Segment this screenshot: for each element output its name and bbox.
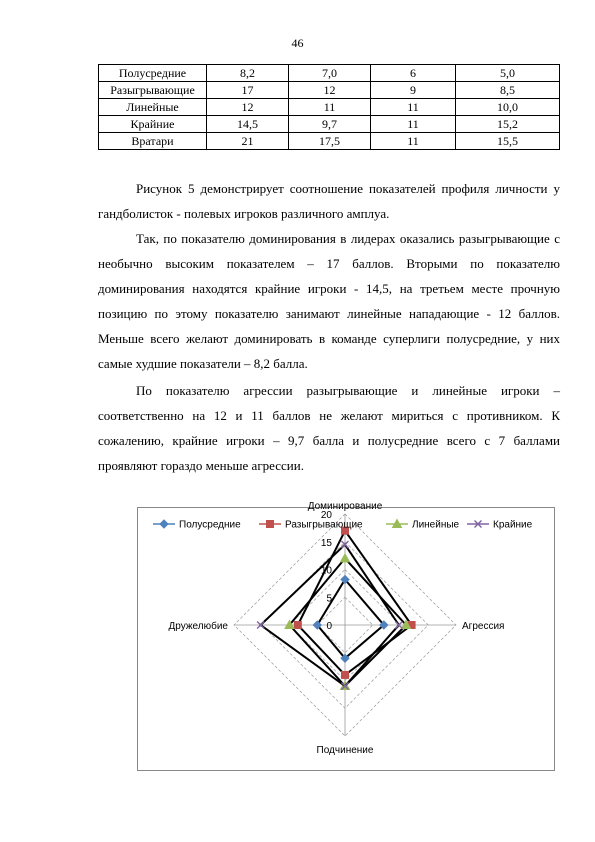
value-cell: 11 [371,133,456,150]
row-label-cell: Линейные [99,99,207,116]
value-cell: 8,2 [207,65,289,82]
legend-marker [160,520,168,528]
table-row [99,133,560,150]
value-cell: 17 [207,82,289,99]
table-row [99,99,560,116]
radar-data-point [294,622,301,629]
paragraph-dominance [98,226,560,376]
results-table [98,64,560,150]
row-label-cell: Вратари [99,133,207,150]
value-cell: 5,0 [456,65,560,82]
value-cell: 11 [371,116,456,133]
table-row [99,82,560,99]
value-cell: 15,2 [456,116,560,133]
value-cell: 7,0 [289,65,371,82]
value-cell: 17,5 [289,133,371,150]
value-cell: 8,5 [456,82,560,99]
value-cell: 9,7 [289,116,371,133]
value-cell: 21 [207,133,289,150]
legend-label: Разыгрывающие [285,519,363,531]
value-cell: 15,5 [456,133,560,150]
radar-axis-label: Агрессия [462,621,505,632]
legend-label: Линейные [412,519,460,531]
value-cell: 12 [289,82,371,99]
value-cell: 10,0 [456,99,560,116]
value-cell: 6 [371,65,456,82]
radar-axis-label: Подчинение [316,745,374,756]
radar-axis-label: Доминирование [307,501,383,512]
radar-tick-label: 20 [320,510,332,521]
row-label-cell: Крайние [99,116,207,133]
legend-label: Крайние [493,519,533,531]
paragraph-text: Рисунок 5 демонстрирует соотношение показателей профиля личности у гандболисток - полевых игроков различного амплуа. [98,181,560,221]
paragraph-text: Так, по показателю доминирования в лидерах оказались разыгрывающие с необычно высоким показателем – 17 баллов. Вторыми по показателю доминирования находятся крайние игроки - 14,5, на третьем месте прочную позицию по этому показателю занимают линейные нападающие - 12 баллов. Меньше всего желают доминировать в команде суперлиги полусредние, у них самые худшие показатели – 8,2 балла. [98,231,560,371]
value-cell: 9 [371,82,456,99]
row-label-cell: Разыгрывающие [99,82,207,99]
radar-data-point [341,554,350,562]
table-row [99,116,560,133]
row-label-cell: Полусредние [99,65,207,82]
page-number: 46 [291,36,304,50]
radar-chart-svg [138,501,554,770]
legend-label: Полусредние [179,519,241,531]
radar-axis-label: Дружелюбие [168,621,228,632]
radar-tick-label: 0 [326,621,332,632]
radar-data-point [342,671,349,678]
radar-tick-label: 15 [320,537,332,549]
radar-series-line [290,558,407,686]
value-cell: 14,5 [207,116,289,133]
paragraph-aggression [98,378,560,478]
paragraph-figure-intro [98,176,560,226]
radar-tick-label: 5 [326,593,332,605]
paragraph-text: По показателю агрессии разыгрывающие и линейные игроки – соответственно на 12 и 11 баллов не желают мириться с противником. К сожалению, крайние игроки – 9,7 балла и полусредние всего с 7 баллами проявляют гораздо меньше агрессии. [98,383,560,473]
value-cell: 11 [371,99,456,116]
table-row [99,65,560,82]
radar-tick-label: 10 [320,565,332,577]
value-cell: 12 [207,99,289,116]
radar-chart [137,501,555,771]
legend-marker [267,521,274,528]
value-cell: 11 [289,99,371,116]
